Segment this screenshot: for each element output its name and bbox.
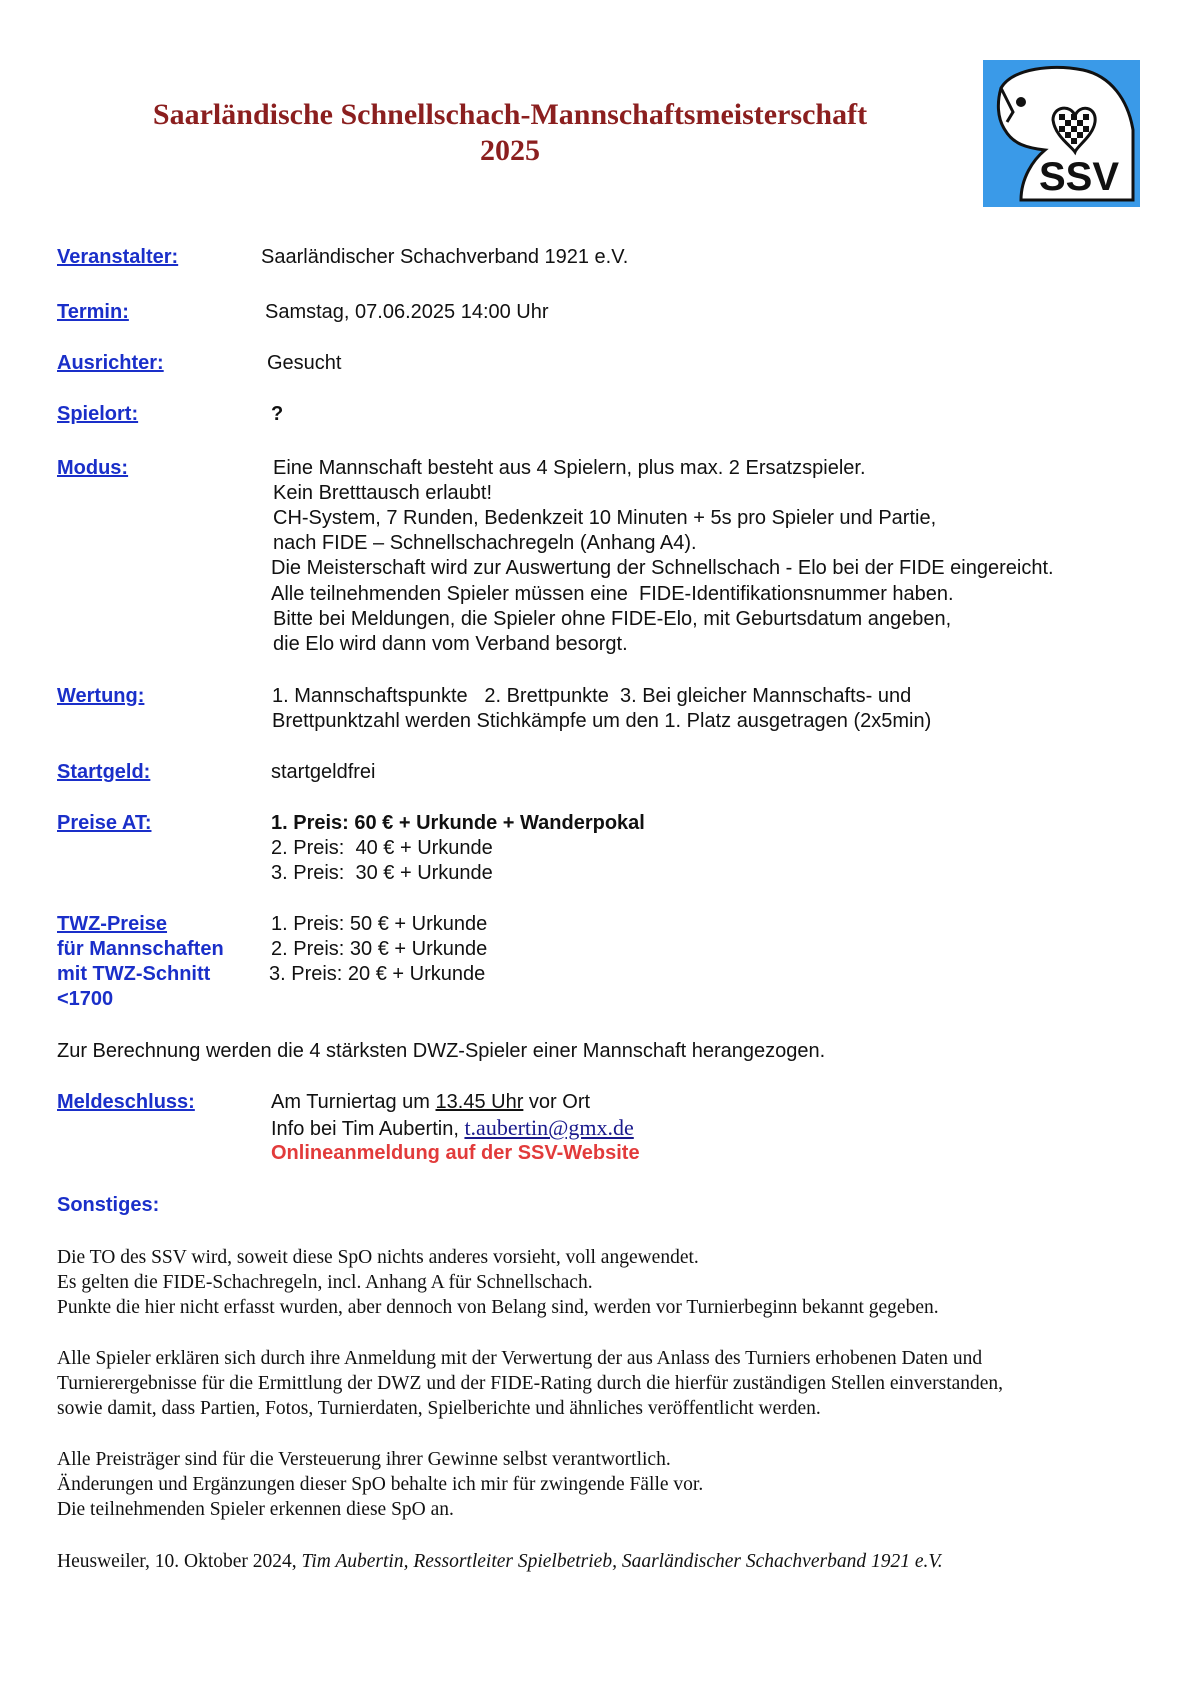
preis-at-line: 2. Preis: 40 € + Urkunde — [271, 837, 493, 859]
label-sonstiges: Sonstiges: — [57, 1194, 160, 1216]
preis-at-line: 1. Preis: 60 € + Urkunde + Wanderpokal — [271, 812, 645, 834]
label-startgeld: Startgeld: — [57, 761, 151, 783]
paragraph-data-consent: Alle Spieler erklären sich durch ihre Anmeldung mit der Verwertung der aus Anlass des Turniers erhobenen Daten und Turnierergebnisse für die Ermittlung der DWZ und der FIDE-Rating durch die hierfür zuständigen Stellen einverstanden, sowie damit, dass Partien, Fotos, Turnierdaten, Spielberichte und ähnliches veröffentlicht werden. — [57, 1348, 1004, 1419]
label-twz-preise-line: für Mannschaften — [57, 938, 224, 960]
preis-twz-line: 3. Preis: 20 € + Urkunde — [269, 963, 486, 985]
label-modus: Modus: — [57, 457, 129, 479]
label-meldeschluss: Meldeschluss: — [57, 1091, 195, 1113]
email-link[interactable]: t.aubertin@gmx.de — [464, 1115, 634, 1140]
label-wertung: Wertung: — [57, 685, 145, 707]
value-startgeld: startgeldfrei — [271, 761, 376, 783]
preis-twz-line: 2. Preis: 30 € + Urkunde — [271, 938, 488, 960]
value-veranstalter: Saarländischer Schachverband 1921 e.V. — [261, 246, 629, 268]
wertung-line: Brettpunktzahl werden Stichkämpfe um den 1. Platz ausgetragen (2x5min) — [272, 710, 932, 732]
page-title: Saarländische Schnellschach-Mannschaftsmeisterschaft — [152, 98, 868, 131]
meldeschluss-time: 13.45 Uhr — [435, 1091, 524, 1113]
preis-twz-line: 1. Preis: 50 € + Urkunde — [271, 913, 488, 935]
label-ausrichter: Ausrichter: — [57, 352, 164, 374]
value-spielort: ? — [271, 403, 284, 425]
value-ausrichter: Gesucht — [267, 352, 342, 374]
label-twz-preise-line: mit TWZ-Schnitt — [57, 963, 211, 985]
modus-line: Bitte bei Meldungen, die Spieler ohne FIDE-Elo, mit Geburtsdatum angeben, — [273, 608, 952, 630]
online-registration-note: Onlineanmeldung auf der SSV-Website — [271, 1142, 640, 1164]
modus-line: CH-System, 7 Runden, Bedenkzeit 10 Minuten + 5s pro Spieler und Partie, — [273, 507, 937, 529]
svg-text:SSV: SSV — [1038, 155, 1120, 199]
ssv-logo-icon — [983, 60, 1140, 207]
signature-line: Heusweiler, 10. Oktober 2024, Tim Aubertin, Ressortleiter Spielbetrieb, Saarländischer Schachverband 1921 e.V. — [57, 1551, 943, 1572]
modus-line: Die Meisterschaft wird zur Auswertung der Schnellschach - Elo bei der FIDE eingereicht. — [271, 557, 1054, 579]
paragraph-taxes-changes: Alle Preisträger sind für die Versteuerung ihrer Gewinne selbst verantwortlich. Änderungen und Ergänzungen dieser SpO behalte ich mir für zwingende Fälle vor. Die teilnehmenden Spieler erkennen diese SpO an. — [57, 1449, 704, 1520]
modus-line: Eine Mannschaft besteht aus 4 Spielern, plus max. 2 Ersatzspieler. — [273, 457, 866, 479]
modus-line: Kein Bretttausch erlaubt! — [273, 482, 493, 504]
label-preise-at: Preise AT: — [57, 812, 152, 834]
modus-line: Alle teilnehmenden Spieler müssen eine FIDE-Identifikationsnummer haben. — [271, 583, 954, 605]
label-veranstalter: Veranstalter: — [57, 246, 179, 268]
modus-line: nach FIDE – Schnellschachregeln (Anhang A4). — [273, 532, 697, 554]
meldeschluss-line-2: Info bei Tim Aubertin, t.aubertin@gmx.de — [271, 1115, 634, 1140]
label-spielort: Spielort: — [57, 403, 139, 425]
label-termin: Termin: — [57, 301, 129, 323]
meldeschluss-line-1: Am Turniertag um 13.45 Uhr vor Ort — [271, 1091, 591, 1113]
berechnung-note: Zur Berechnung werden die 4 stärksten DWZ-Spieler einer Mannschaft herangezogen. — [57, 1040, 826, 1062]
label-twz-preise: TWZ-Preise — [57, 913, 168, 935]
paragraph-rules: Die TO des SSV wird, soweit diese SpO nichts anderes vorsieht, voll angewendet. Es gelten die FIDE-Schachregeln, incl. Anhang A für Schnellschach. Punkte die hier nicht erfasst wurden, aber dennoch von Belang sind, werden vor Turnierbeginn bekannt gegeben. — [57, 1247, 939, 1318]
label-twz-preise-line: <1700 — [57, 988, 114, 1010]
page-title-year: 2025 — [480, 134, 540, 167]
modus-line: die Elo wird dann vom Verband besorgt. — [273, 633, 628, 655]
wertung-line: 1. Mannschaftspunkte 2. Brettpunkte 3. Bei gleicher Mannschafts- und — [272, 685, 912, 707]
value-termin: Samstag, 07.06.2025 14:00 Uhr — [265, 301, 549, 323]
preis-at-line: 3. Preis: 30 € + Urkunde — [271, 862, 493, 884]
